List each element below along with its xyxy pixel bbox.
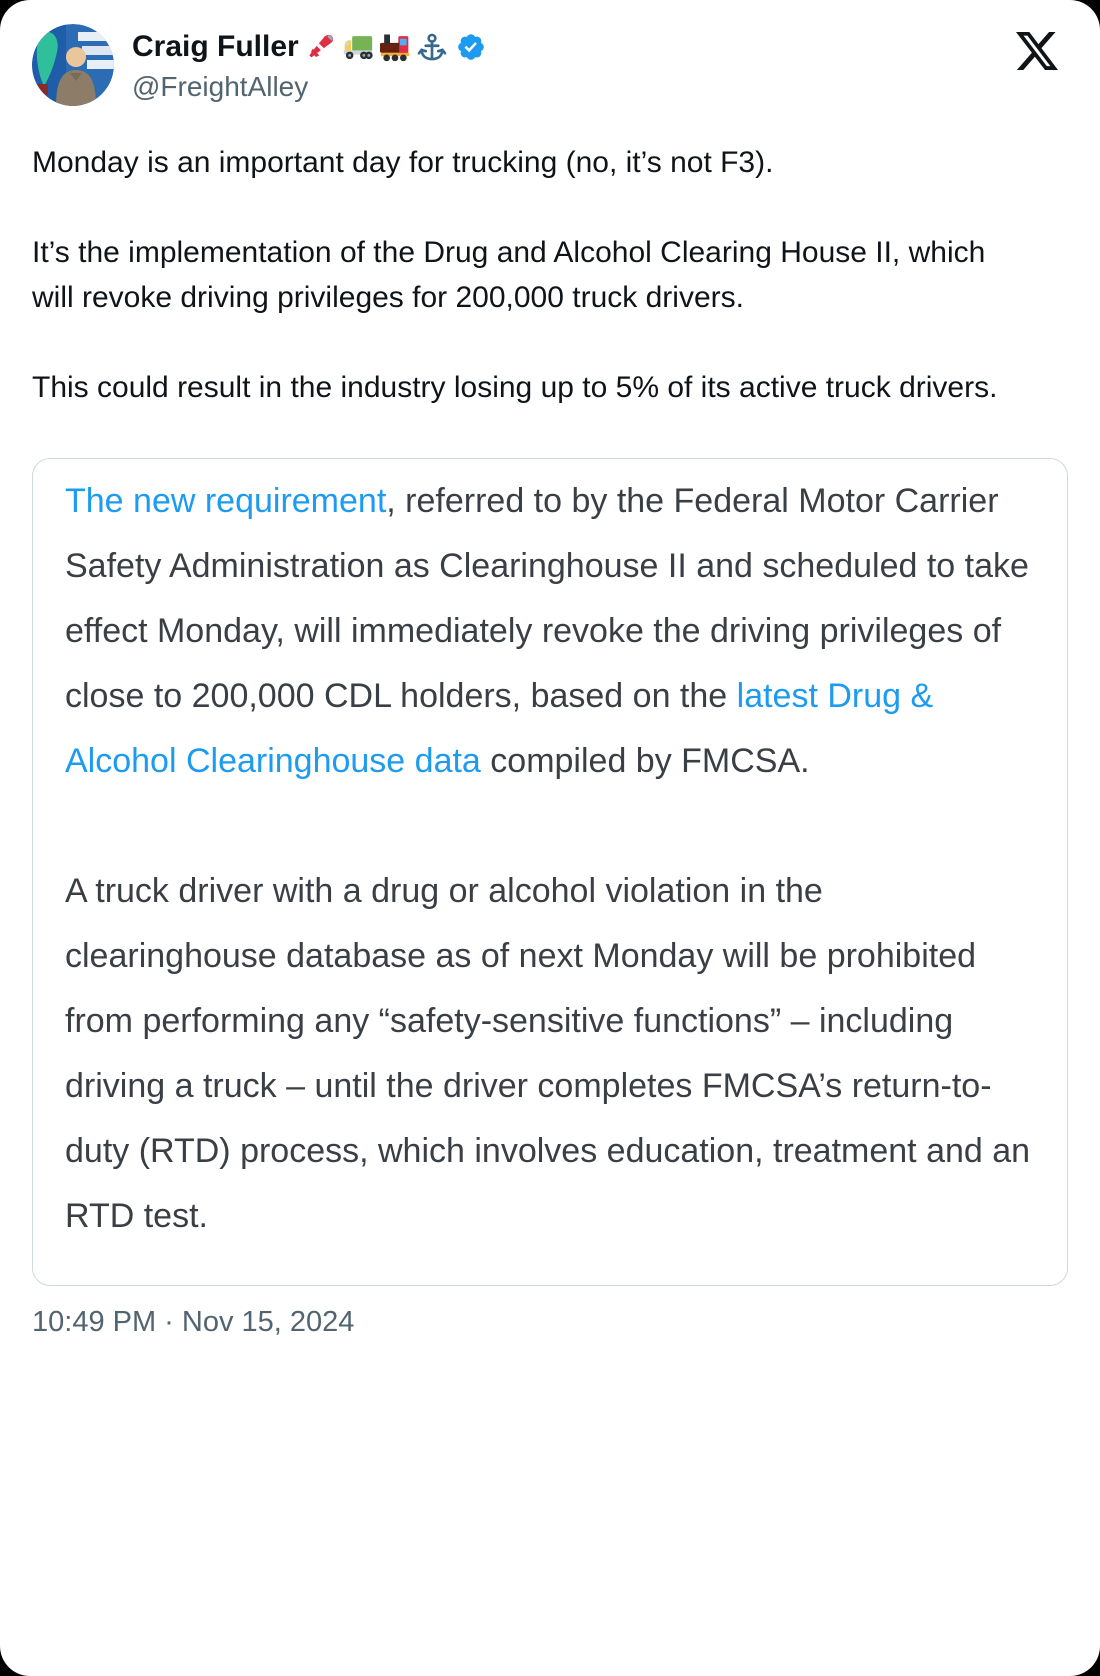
clearinghouse-data-link[interactable]: latest Drug & Alcohol Clearinghouse data xyxy=(65,677,934,780)
anchor-emoji xyxy=(417,32,447,62)
locomotive-emoji xyxy=(380,32,410,62)
author-name-row xyxy=(132,30,486,63)
small-airplane-emoji xyxy=(306,32,336,62)
display-name[interactable]: Craig Fuller xyxy=(132,30,299,63)
tweet-header xyxy=(32,24,1068,106)
x-logo-icon[interactable] xyxy=(1016,30,1058,72)
excerpt-paragraph-2: A truck driver with a drug or alcohol violation in the clearinghouse database as of next Monday will be prohibited from performing any “safety-sensitive functions” – including driving a truck – until the driver completes FMCSA’s return-to-duty (RTD) process, which involves education, treatment and an RTD test. xyxy=(65,872,1031,1235)
excerpt-text-segment: , referred to by the Federal Motor Carrier Safety Administration as Clearinghouse II and scheduled to take effect Monday, will immediately revoke the driving privileges of close to 200,000 CDL holders, based on the xyxy=(65,482,1029,715)
tweet-paragraph-2: It’s the implementation of the Drug and Alcohol Clearing House II, which will revoke driving privileges for 200,000 truck drivers. xyxy=(32,236,986,314)
avatar-photo xyxy=(32,24,114,106)
timestamp[interactable]: 10:49 PM · Nov 15, 2024 xyxy=(32,1306,355,1338)
avatar[interactable] xyxy=(32,24,114,106)
excerpt-text-segment: compiled by FMCSA. xyxy=(480,742,810,780)
verified-badge-icon xyxy=(456,32,486,62)
author-names xyxy=(132,24,486,103)
excerpt-paragraph-1 xyxy=(65,469,1035,794)
new-requirement-link[interactable]: The new requirement xyxy=(65,482,387,520)
author-handle[interactable]: @FreightAlley xyxy=(132,71,309,102)
tweet-paragraph-1: Monday is an important day for trucking (no, it’s not F3). xyxy=(32,146,774,179)
article-excerpt-card xyxy=(32,458,1068,1286)
tweet-text xyxy=(32,140,1032,410)
articulated-lorry-emoji xyxy=(343,32,373,62)
tweet-paragraph-3: This could result in the industry losing up to 5% of its active truck drivers. xyxy=(32,371,998,404)
